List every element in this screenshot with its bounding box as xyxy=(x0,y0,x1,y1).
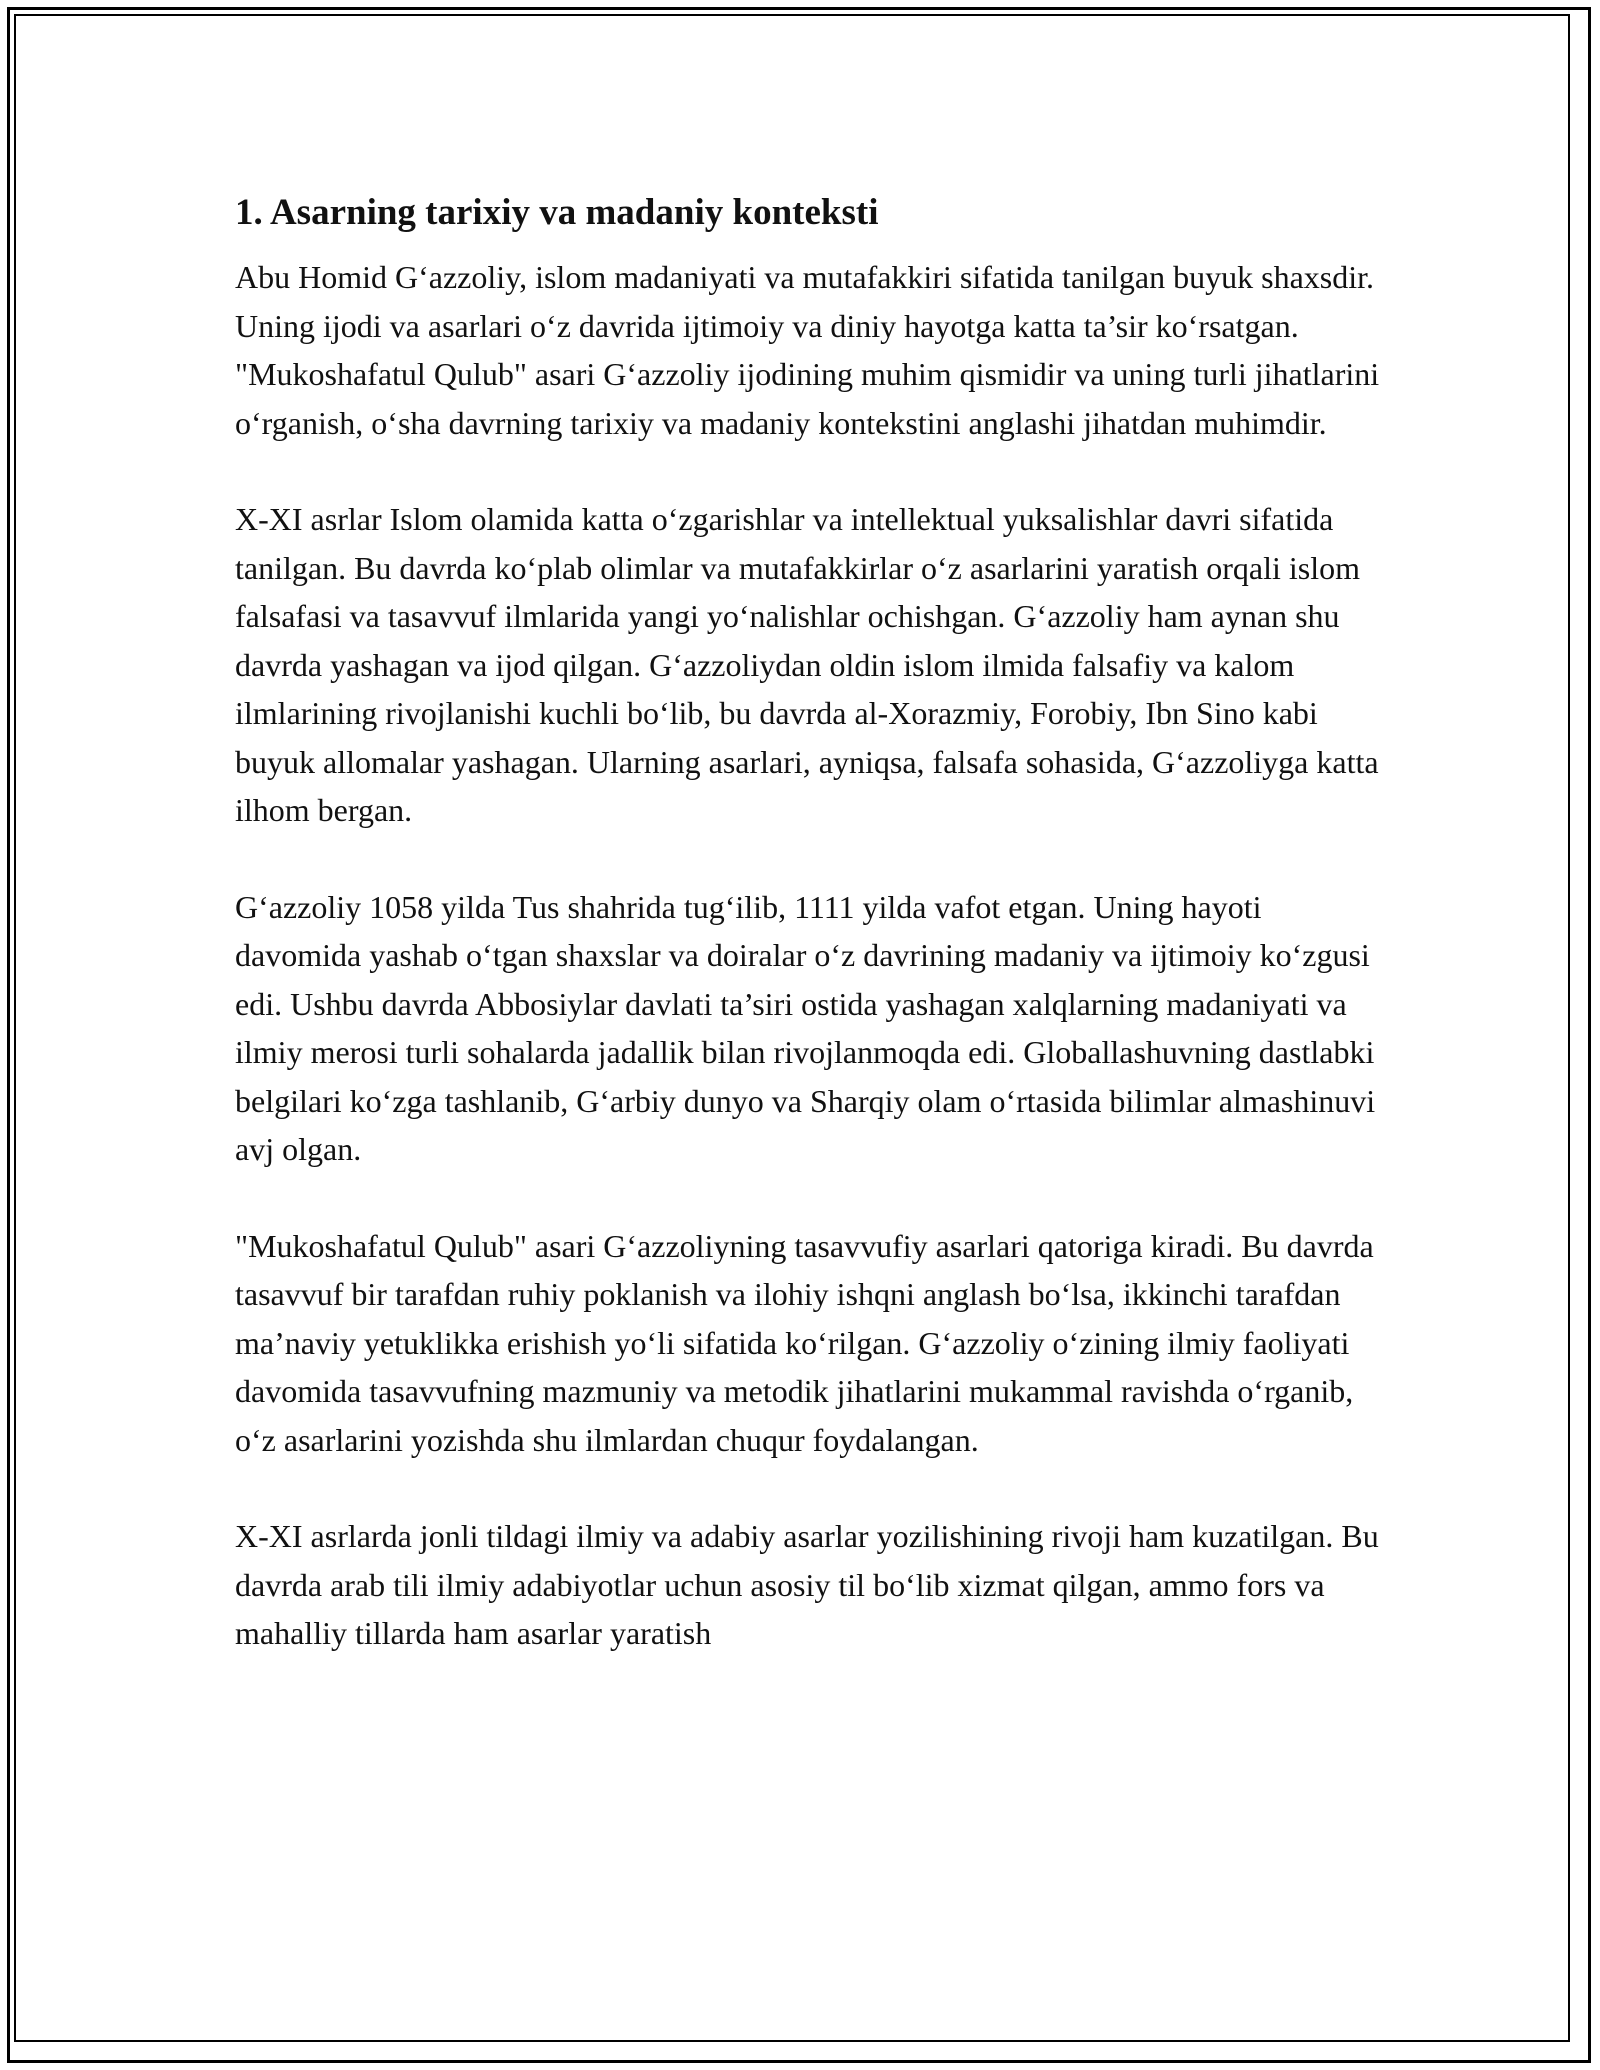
paragraph-3: G‘azzoliy 1058 yilda Tus shahrida tug‘ilib, 1111 yilda vafot etgan. Uning hayoti davomida yashab o‘tgan shaxslar va doiralar o‘z davrining madaniy va ijtimoiy ko‘zgusi edi. Ushbu davrda Abbosiylar davlati ta’siri ostida yashagan xalqlarning madaniyati va ilmiy merosi turli sohalarda jadallik bilan rivojlanmoqda edi. Globallashuvning dastlabki belgilari ko‘zga tashlanib, G‘arbiy dunyo va Sharqiy olam o‘rtasida bilimlar almashinuvi avj olgan. xyxy=(235,888,1376,1167)
paragraph-5: X-XI asrlarda jonli tildagi ilmiy va adabiy asarlar yozilishining rivoji ham kuzatilgan. Bu davrda arab tili ilmiy adabiyotlar uchun asosiy til bo‘lib xizmat qilgan, ammo fors va mahalliy tillarda ham asarlar yaratish xyxy=(235,1518,1379,1651)
paragraph-2: X-XI asrlar Islom olamida katta o‘zgarishlar va intellektual yuksalishlar davri sifatida tanilgan. Bu davrda ko‘plab olimlar va mutafakkirlar o‘z asarlarini yaratish orqali islom falsafasi va tasavvuf ilmlarida yangi yo‘nalishlar ochishgan. G‘azzoliy ham aynan shu davrda yashagan va ijod qilgan. G‘azzoliydan oldin islom ilmida falsafiy va kalom ilmlarining rivojlanishi kuchli bo‘lib, bu davrda al-Xorazmiy, Forobiy, Ibn Sino kabi buyuk allomalar yashagan. Ularning asarlari, ayniqsa, falsafa sohasida, G‘azzoliyga katta ilhom bergan. xyxy=(235,501,1379,828)
paragraph-1: Abu Homid G‘azzoliy, islom madaniyati va mutafakkiri sifatida tanilgan buyuk shaxsdir. Uning ijodi va asarlari o‘z davrida ijtimoiy va diniy hayotga katta ta’sir ko‘rsatgan. "Mukoshafatul Qulub" asari G‘azzoliy ijodining muhim qismidir va uning turli jihatlarini o‘rganish, o‘sha davrning tarixiy va madaniy kontekstini anglashi jihatdan muhimdir. xyxy=(235,259,1380,441)
section-heading: 1. Asarning tarixiy va madaniy konteksti xyxy=(235,192,879,233)
paragraph-4: "Mukoshafatul Qulub" asari G‘azzoliyning tasavvufiy asarlari qatoriga kiradi. Bu davrda tasavvuf bir tarafdan ruhiy poklanish va ilohiy ishqni anglash bo‘lsa, ikkinchi tarafdan ma’naviy yetuklikka erishish yo‘li sifatida ko‘rilgan. G‘azzoliy o‘zining ilmiy faoliyati davomida tasavvufning mazmuniy va metodik jihatlarini mukammal ravishda o‘rganib, o‘z asarlarini yozishda shu ilmlardan chuqur foydalangan. xyxy=(235,1227,1374,1458)
document-body xyxy=(235,185,1380,1706)
